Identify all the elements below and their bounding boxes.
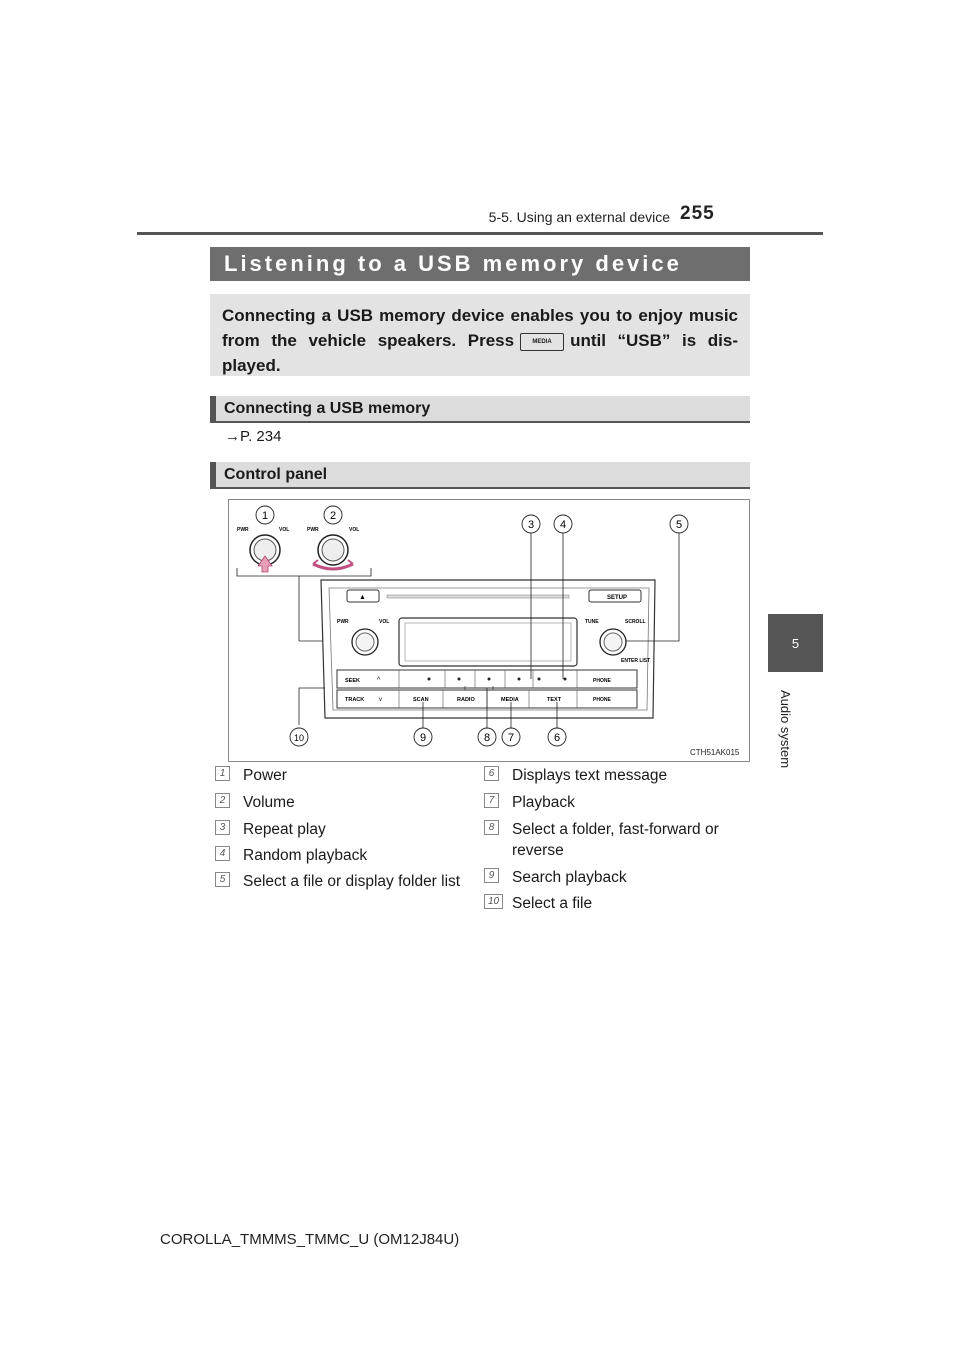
eject-icon: ▲ [359,594,366,601]
label-phone-1: PHONE [593,678,611,684]
list-item [488,792,747,813]
subheading-control-panel: Control panel [210,462,750,489]
section-title: 5-5. Using an external device [488,209,670,225]
chapter-tab [768,614,823,672]
volume-knob-icon [313,535,353,569]
list-item [219,765,473,786]
control-panel-illustration [229,500,749,761]
label-seek: SEEK [345,678,360,684]
label-media: MEDIA [501,697,519,703]
label-pwr-2: PWR [307,527,319,533]
item-number: 9 [484,868,499,883]
callout-3: 3 [527,519,535,531]
item-number: 4 [215,846,230,861]
item-number: 5 [215,872,230,887]
page-reference: →P. 234 [225,428,282,445]
label-text: TEXT [547,697,562,703]
label-radio: RADIO [457,697,475,703]
control-panel-figure [228,499,750,762]
list-item [488,867,747,888]
item-number: 3 [215,820,230,835]
label-track: TRACK [345,697,365,703]
label-pwr-panel: PWR [337,619,349,625]
label-phone-2: PHONE [593,697,611,703]
cd-slot [387,595,569,598]
page-number: 255 [680,203,715,224]
seek-up-icon: ^ [377,677,381,684]
list-item [219,871,472,892]
callout-4: 4 [559,519,567,531]
list-item [487,893,747,914]
item-text: Select a folder, fast-forward or reverse [512,821,719,859]
item-number: 1 [215,766,230,781]
callout-1: 1 [261,510,269,522]
item-text: Select a file [512,895,593,912]
item-text: Displays text message [512,767,668,784]
item-text: Power [243,767,287,784]
intro-text-after: until “USB” is dis-played. [222,331,738,375]
label-enter-list: ENTER LIST [621,658,651,664]
list-item [219,792,473,813]
item-number: 6 [484,766,499,781]
list-item [219,819,473,840]
subheading-connecting: Connecting a USB memory [210,396,750,423]
item-number: 8 [484,820,499,835]
list-item [488,819,744,861]
document-footer: COROLLA_TMMMS_TMMC_U (OM12J84U) [160,1231,460,1248]
label-vol-2: VOL [349,527,360,533]
intro-text-before: Connecting a USB memory device enables you to enjoy music from the vehicle speakers. Press [222,306,738,350]
callout-6: 6 [553,732,561,744]
item-text: Search playback [512,869,627,886]
list-item [219,845,473,866]
display-screen [399,618,577,666]
item-text: Select a file or display folder list [243,873,461,890]
item-text: Playback [512,794,575,811]
intro-box [210,294,750,376]
callout-10: 10 [293,733,305,743]
figure-code: CTH51AK015 [690,748,740,757]
power-knob-icon [250,535,280,572]
callout-7: 7 [507,732,515,744]
item-number: 2 [215,793,230,808]
chapter-label: Audio system [778,690,793,769]
label-pwr-1: PWR [237,527,249,533]
label-vol-panel: VOL [379,619,390,625]
callout-2: 2 [329,510,337,522]
track-down-icon: v [379,697,382,703]
label-scroll: SCROLL [625,619,646,625]
media-key-icon: MEDIA [520,333,564,351]
callout-5: 5 [675,519,683,531]
label-vol-1: VOL [279,527,290,533]
callout-9: 9 [419,732,427,744]
item-number: 10 [484,894,503,909]
item-text: Random playback [243,847,368,864]
header-rule [137,232,823,235]
chapter-number: 5 [791,635,800,651]
item-number: 7 [484,793,499,808]
setup-button: SETUP [607,595,628,601]
callout-8: 8 [483,732,491,744]
list-item [488,765,747,786]
item-text: Repeat play [243,821,326,838]
label-tune: TUNE [585,619,599,625]
page-heading: Listening to a USB memory device [210,247,750,281]
item-text: Volume [243,794,295,811]
label-scan: SCAN [413,697,429,703]
